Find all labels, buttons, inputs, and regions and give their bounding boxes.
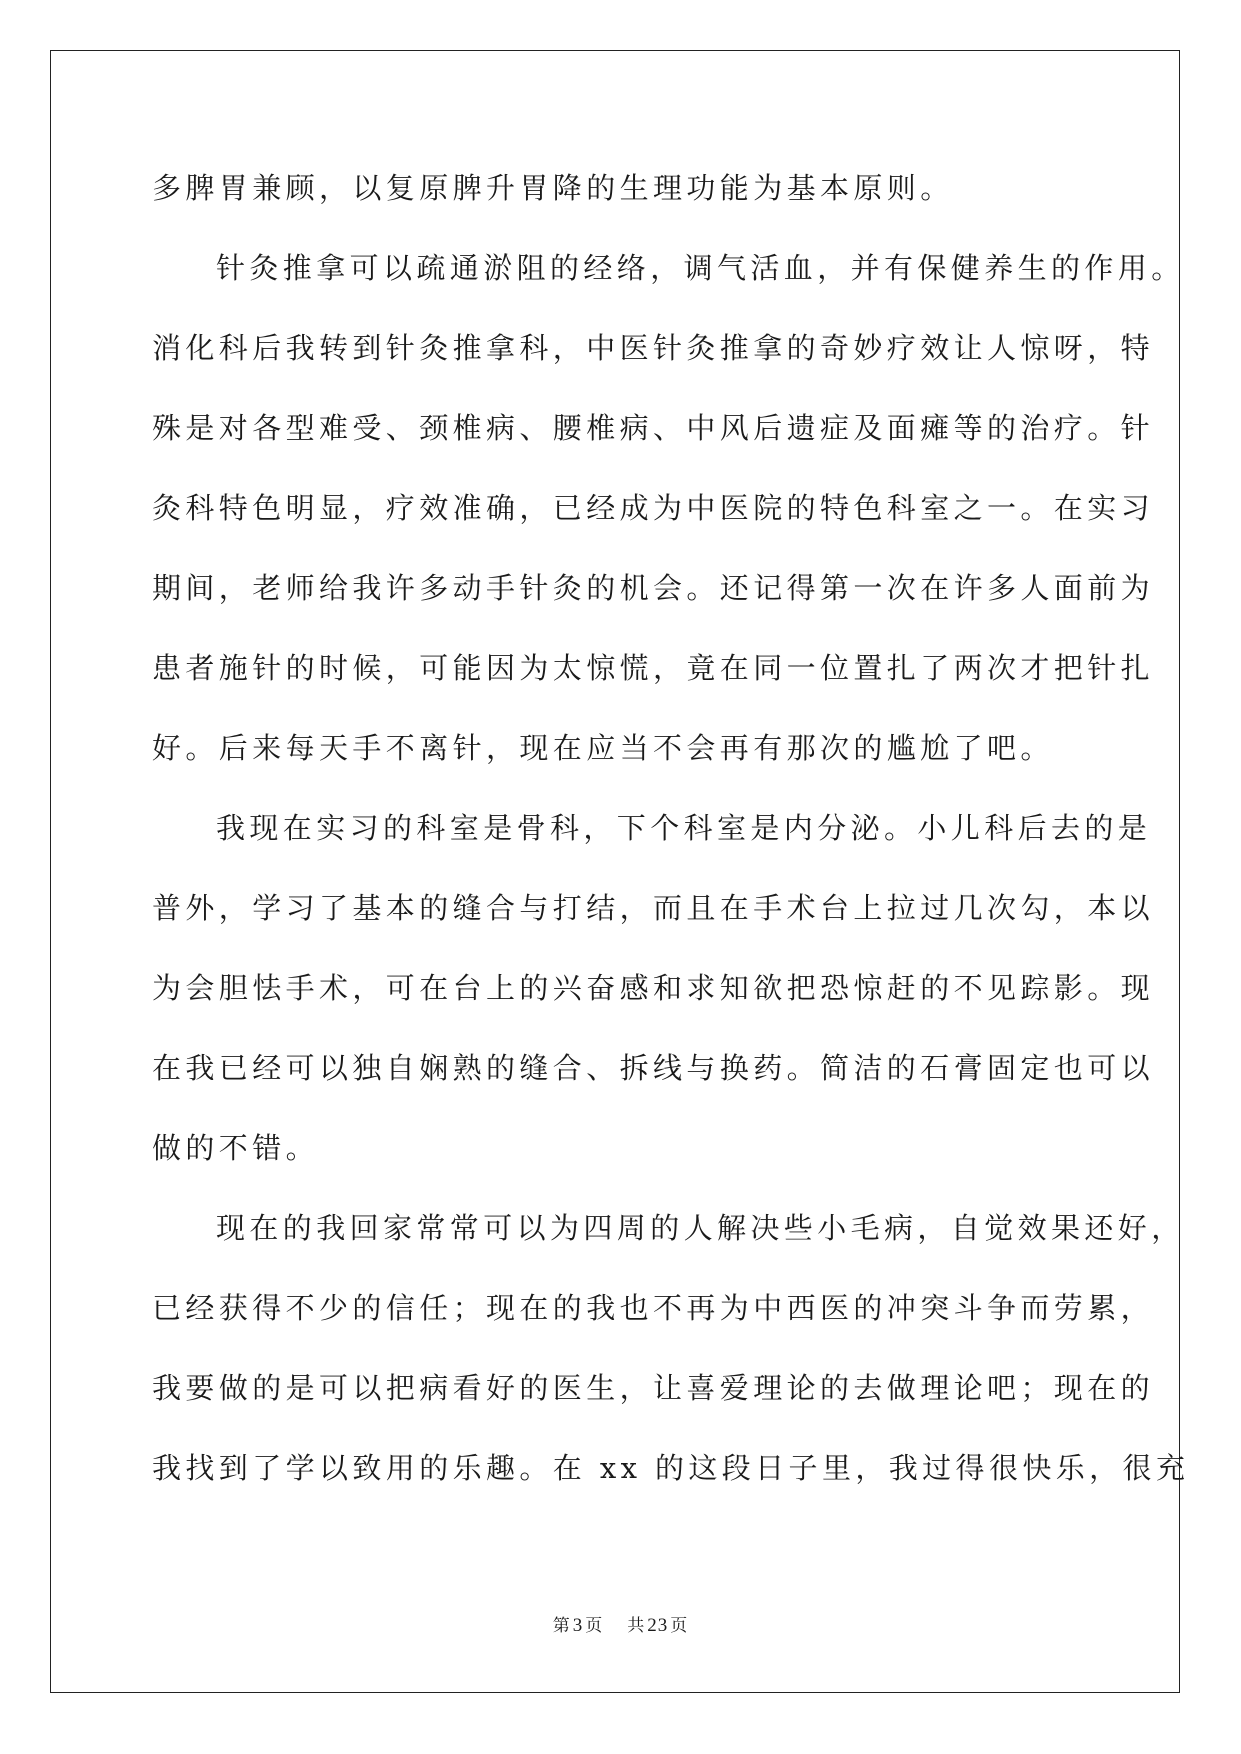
text-line: 已经获得不少的信任；现在的我也不再为中西医的冲突斗争而劳累， [152, 1291, 1155, 1325]
text-line: 好。后来每天手不离针，现在应当不会再有那次的尴尬了吧。 [152, 731, 1054, 765]
document-body [152, 168, 1190, 1528]
page-prefix: 第 [552, 1616, 571, 1636]
text-line: 期间，老师给我许多动手针灸的机会。还记得第一次在许多人面前为 [152, 571, 1155, 605]
page-footer [0, 1614, 1241, 1638]
text-line: 多脾胃兼顾，以复原脾升胃降的生理功能为基本原则。 [152, 171, 954, 205]
paragraph-start-line: 针灸推拿可以疏通淤阻的经络，调气活血，并有保健养生的作用。 [216, 251, 1185, 285]
text-line: 我找到了学以致用的乐趣。在 xx 的这段日子里，我过得很快乐，很充 [152, 1451, 1190, 1485]
text-line: 患者施针的时候，可能因为太惊慌，竟在同一位置扎了两次才把针扎 [152, 651, 1155, 685]
page-number: 3 [572, 1615, 584, 1636]
text-line: 消化科后我转到针灸推拿科，中医针灸推拿的奇妙疗效让人惊呀，特 [152, 331, 1155, 365]
paragraph-start-line: 我现在实习的科室是骨科，下个科室是内分泌。小儿科后去的是 [216, 811, 1152, 845]
text-line: 普外，学习了基本的缝合与打结，而且在手术台上拉过几次勾，本以 [152, 891, 1155, 925]
paragraph-start-line: 现在的我回家常常可以为四周的人解决些小毛病，自觉效果还好， [216, 1211, 1185, 1245]
text-line: 殊是对各型难受、颈椎病、腰椎病、中风后遗症及面瘫等的治疗。针 [152, 411, 1155, 445]
total-pages: 23 [647, 1615, 669, 1636]
text-line: 在我已经可以独自娴熟的缝合、拆线与换药。简洁的石膏固定也可以 [152, 1051, 1155, 1085]
text-line: 做的不错。 [152, 1131, 320, 1165]
text-line: 我要做的是可以把病看好的医生，让喜爱理论的去做理论吧；现在的 [152, 1371, 1155, 1405]
page-suffix: 页 [585, 1616, 604, 1636]
text-line: 为会胆怯手术，可在台上的兴奋感和求知欲把恐惊赶的不见踪影。现 [152, 971, 1155, 1005]
text-line: 灸科特色明显，疗效准确，已经成为中医院的特色科室之一。在实习 [152, 491, 1155, 525]
total-prefix: 共 [627, 1616, 646, 1636]
total-suffix: 页 [670, 1616, 689, 1636]
